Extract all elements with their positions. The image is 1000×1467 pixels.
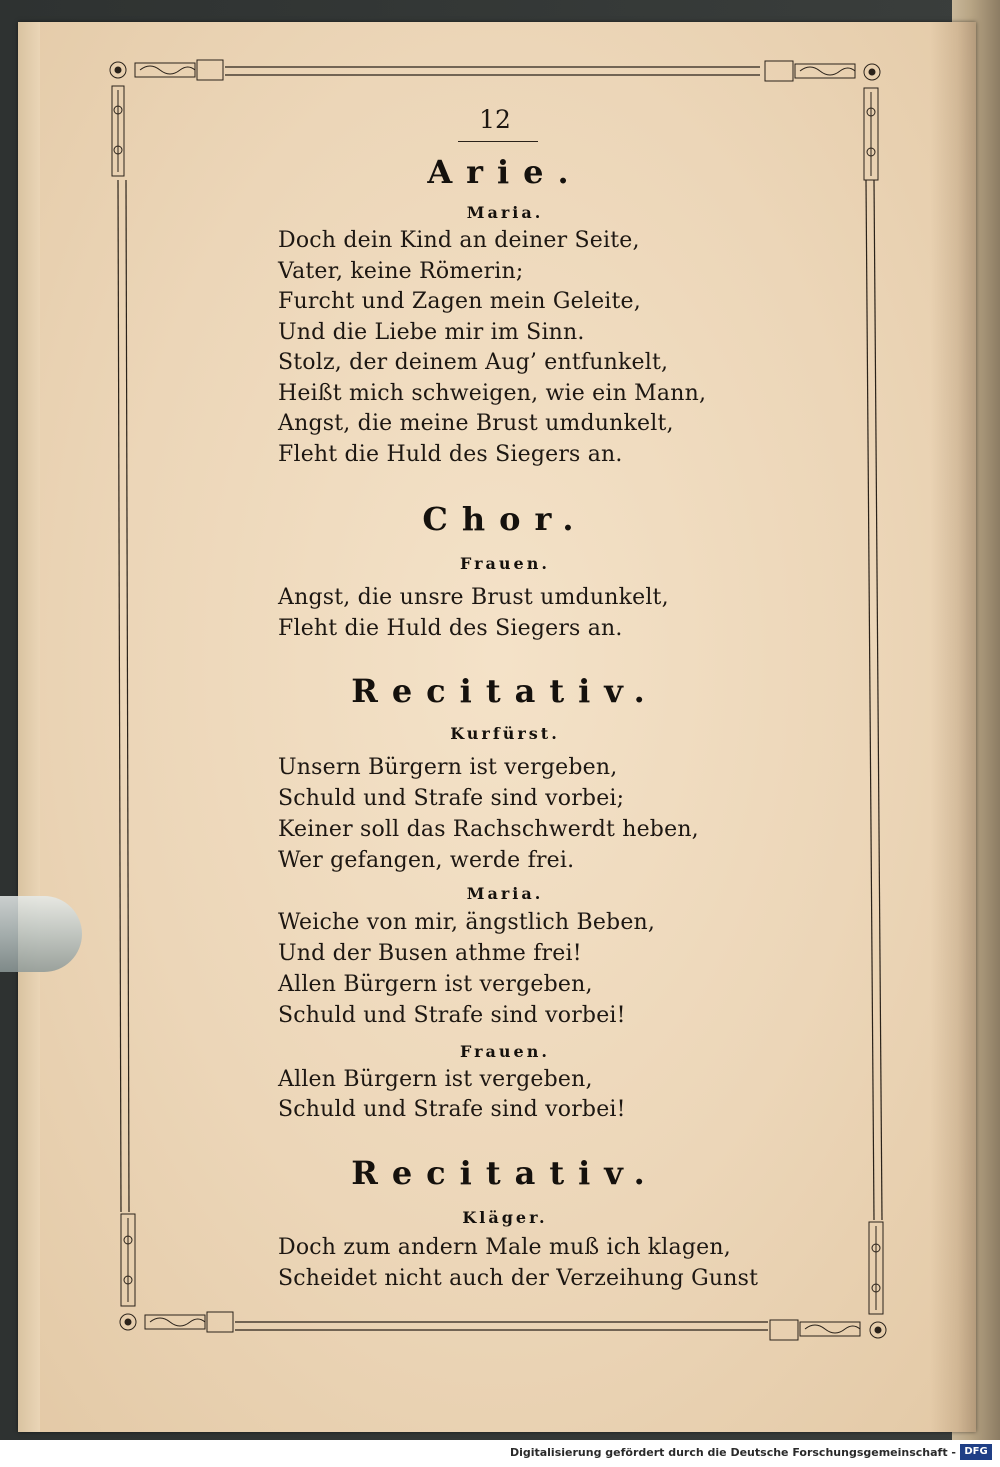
verse-line: Unsern Bürgern ist vergeben, (278, 755, 618, 780)
verse-line: Wer gefangen, werde frei. (278, 848, 575, 873)
verse-line: Scheidet nicht auch der Verzeihung Gunst (278, 1266, 759, 1291)
speaker-name: Maria. (466, 884, 544, 903)
verse-line: Allen Bürgern ist vergeben, (278, 1067, 593, 1092)
speaker-name: Kläger. (462, 1208, 548, 1227)
verse-line: Furcht und Zagen mein Geleite, (278, 289, 641, 314)
verse-line: Fleht die Huld des Siegers an. (278, 616, 623, 641)
speaker-name: Frauen. (460, 1042, 550, 1061)
section-heading: Chor. (422, 500, 588, 538)
page-number-rule (458, 141, 538, 142)
page-number: 12 (479, 105, 511, 134)
verse-line: Keiner soll das Rachschwerdt heben, (278, 817, 699, 842)
verse-line: Schuld und Strafe sind vorbei! (278, 1003, 626, 1028)
speaker-name: Frauen. (460, 554, 550, 573)
footer-credit: Digitalisierung gefördert durch die Deutsche Forschungsgemeinschaft - (509, 1446, 956, 1459)
section-heading: Recitativ. (351, 672, 659, 710)
section-heading: Recitativ. (351, 1154, 659, 1192)
verse-line: Fleht die Huld des Siegers an. (278, 442, 623, 467)
verse-line: Stolz, der deinem Aug’ entfunkelt, (278, 350, 669, 375)
verse-line: Angst, die unsre Brust umdunkelt, (278, 585, 669, 610)
verse-line: Schuld und Strafe sind vorbei; (278, 786, 625, 811)
verse-line: Und der Busen athme frei! (278, 941, 582, 966)
verse-line: Allen Bürgern ist vergeben, (278, 972, 593, 997)
section-heading: Arie. (427, 153, 583, 191)
verse-line: Angst, die meine Brust umdunkelt, (278, 411, 674, 436)
verse-line: Schuld und Strafe sind vorbei! (278, 1097, 626, 1122)
speaker-name: Maria. (466, 203, 544, 222)
scanner-clip (0, 896, 82, 972)
verse-line: Doch zum andern Male muß ich klagen, (278, 1235, 731, 1260)
verse-line: Weiche von mir, ängstlich Beben, (278, 910, 656, 935)
speaker-name: Kurfürst. (450, 724, 560, 743)
dfg-logo: DFG (960, 1444, 992, 1460)
verse-line: Und die Liebe mir im Sinn. (278, 320, 585, 345)
verse-line: Heißt mich schweigen, wie ein Mann, (278, 381, 707, 406)
verse-line: Doch dein Kind an deiner Seite, (278, 228, 640, 253)
verse-line: Vater, keine Römerin; (278, 259, 524, 284)
